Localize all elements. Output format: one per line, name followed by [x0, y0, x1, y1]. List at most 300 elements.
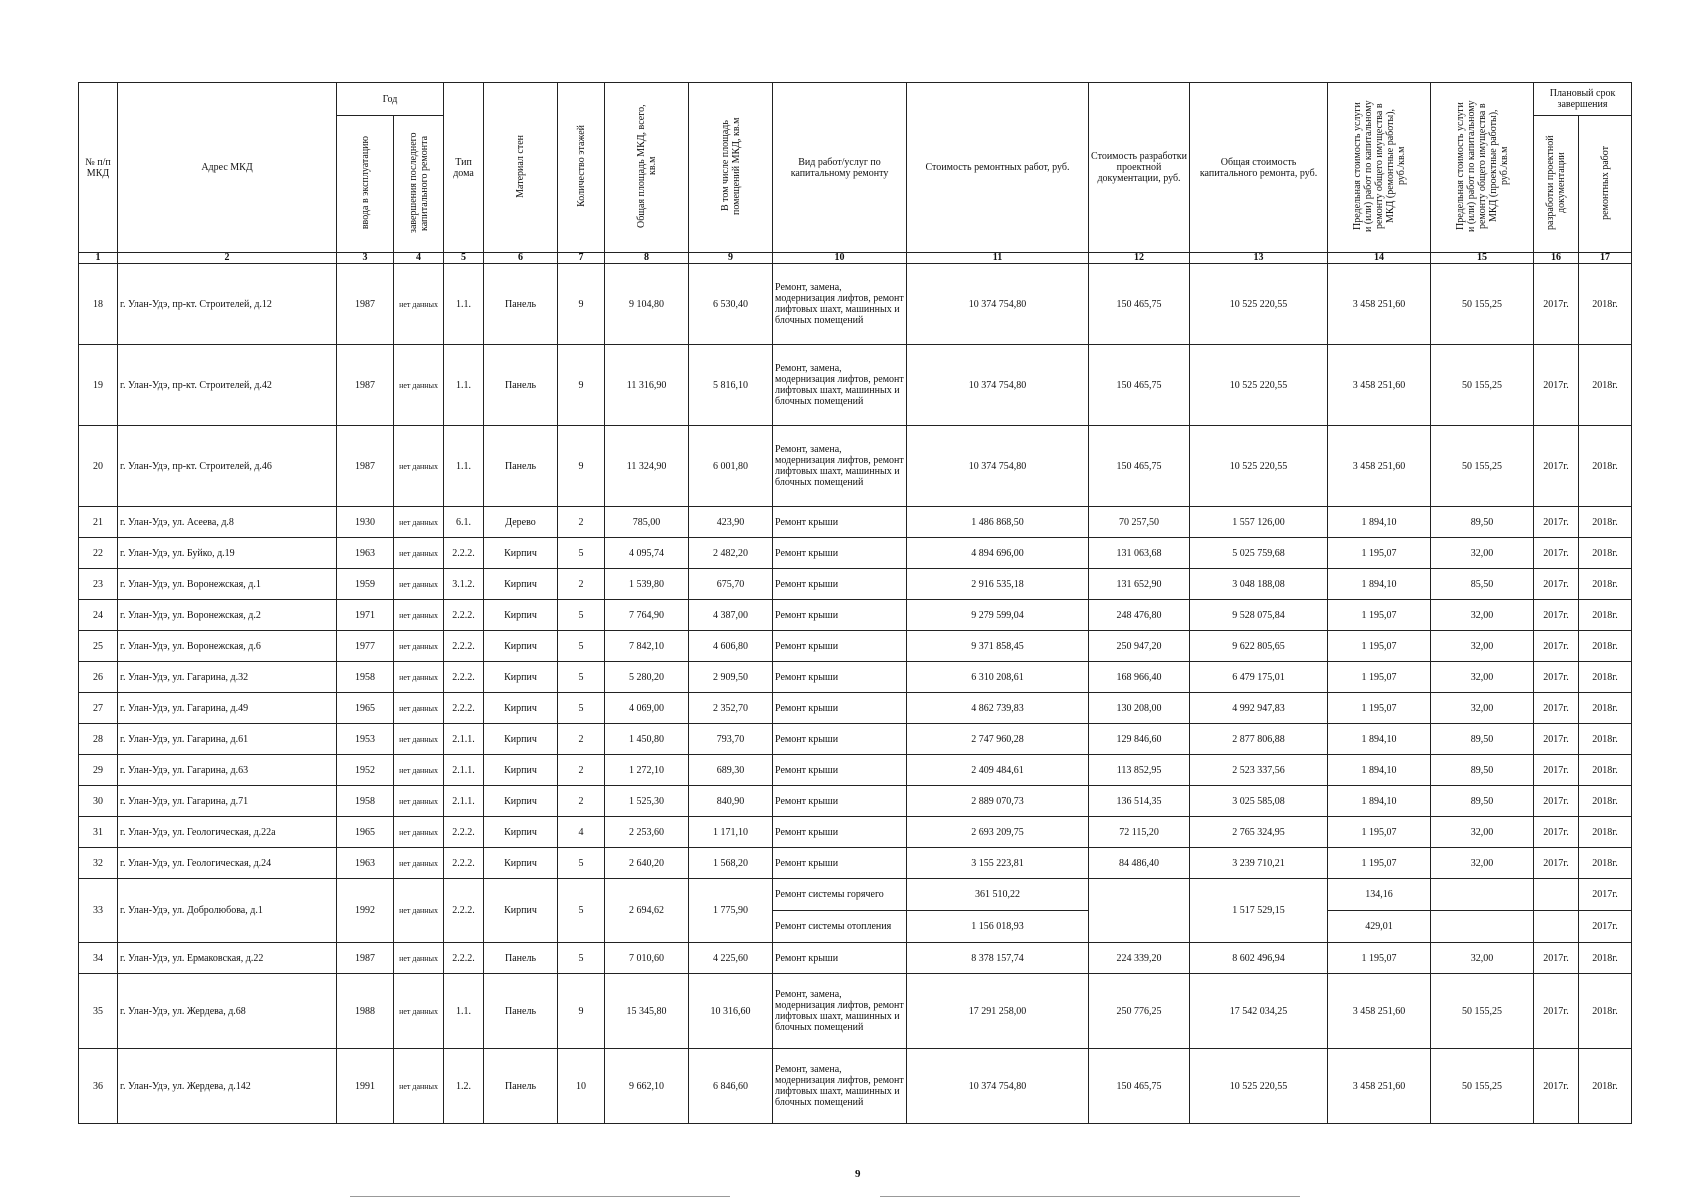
col-number: 9: [689, 253, 773, 264]
term-design-cell: 2017г.: [1534, 569, 1579, 600]
total-area-cell: 1 450,80: [605, 724, 689, 755]
col-number: 1: [79, 253, 118, 264]
house-type-cell: 1.1.: [444, 264, 484, 345]
total-cost-cell: 9 528 075,84: [1190, 600, 1328, 631]
premises-area-cell: 6 001,80: [689, 426, 773, 507]
year-commission-cell: 1987: [337, 264, 394, 345]
limit-repair-cell: 1 195,07: [1328, 848, 1431, 879]
house-type-cell: 2.2.2.: [444, 943, 484, 974]
repair-cost-cell: 2 409 484,61: [907, 755, 1089, 786]
limit-design-cell: 32,00: [1431, 943, 1534, 974]
design-cost-cell: [1089, 879, 1190, 943]
total-cost-cell: 6 479 175,01: [1190, 662, 1328, 693]
year-commission-cell: 1987: [337, 345, 394, 426]
row-number: 35: [79, 974, 118, 1049]
work-type-cell: Ремонт крыши: [773, 631, 907, 662]
col-number: 11: [907, 253, 1089, 264]
row-number: 30: [79, 786, 118, 817]
table-row: [79, 569, 1632, 600]
row-number: 28: [79, 724, 118, 755]
term-design-cell: 2017г.: [1534, 1049, 1579, 1124]
year-repair-cell: нет данных: [394, 974, 444, 1049]
wall-material-cell: Кирпич: [484, 724, 558, 755]
year-commission-cell: 1987: [337, 426, 394, 507]
limit-repair-cell: 1 195,07: [1328, 631, 1431, 662]
wall-material-cell: Кирпич: [484, 662, 558, 693]
term-repair-cell: 2018г.: [1579, 662, 1632, 693]
total-area-cell: 1 525,30: [605, 786, 689, 817]
table-row: [79, 507, 1632, 538]
premises-area-cell: 689,30: [689, 755, 773, 786]
wall-material-cell: Кирпич: [484, 848, 558, 879]
total-cost-cell: 3 239 710,21: [1190, 848, 1328, 879]
header-repair-cost: Стоимость ремонтных работ, руб.: [907, 83, 1089, 253]
work-type-cell: Ремонт крыши: [773, 755, 907, 786]
term-repair-cell: 2018г.: [1579, 786, 1632, 817]
limit-design-cell: 89,50: [1431, 724, 1534, 755]
term-design-cell: 2017г.: [1534, 786, 1579, 817]
premises-area-cell: 793,70: [689, 724, 773, 755]
repair-cost-cell: 1 156 018,93: [907, 911, 1089, 943]
repair-program-table: [78, 82, 1632, 1124]
design-cost-cell: 250 947,20: [1089, 631, 1190, 662]
table-row: [79, 943, 1632, 974]
year-repair-cell: нет данных: [394, 345, 444, 426]
year-repair-cell: нет данных: [394, 507, 444, 538]
limit-repair-cell: 1 894,10: [1328, 724, 1431, 755]
floors-cell: 2: [558, 755, 605, 786]
col-number: 4: [394, 253, 444, 264]
year-repair-cell: нет данных: [394, 817, 444, 848]
design-cost-cell: 250 776,25: [1089, 974, 1190, 1049]
house-type-cell: 1.1.: [444, 974, 484, 1049]
row-number: 34: [79, 943, 118, 974]
house-type-cell: 2.2.2.: [444, 848, 484, 879]
premises-area-cell: 5 816,10: [689, 345, 773, 426]
table-header: [79, 83, 1632, 264]
total-cost-cell: 5 025 759,68: [1190, 538, 1328, 569]
total-cost-cell: 1 557 126,00: [1190, 507, 1328, 538]
year-commission-cell: 1958: [337, 786, 394, 817]
total-area-cell: 1 272,10: [605, 755, 689, 786]
floors-cell: 2: [558, 569, 605, 600]
wall-material-cell: Кирпич: [484, 879, 558, 943]
wall-material-cell: Кирпич: [484, 631, 558, 662]
address-cell: г. Улан-Удэ, ул. Воронежская, д.6: [118, 631, 337, 662]
design-cost-cell: 168 966,40: [1089, 662, 1190, 693]
address-cell: г. Улан-Удэ, ул. Добролюбова, д.1: [118, 879, 337, 943]
premises-area-cell: 1 171,10: [689, 817, 773, 848]
limit-design-cell: 89,50: [1431, 786, 1534, 817]
col-number: 3: [337, 253, 394, 264]
design-cost-cell: 150 465,75: [1089, 426, 1190, 507]
term-repair-cell: 2018г.: [1579, 1049, 1632, 1124]
year-repair-cell: нет данных: [394, 879, 444, 943]
footer-rule: [350, 1196, 730, 1197]
work-type-cell: Ремонт, замена, модернизация лифтов, ремонт лифтовых шахт, машинных и блочных помещений: [773, 974, 907, 1049]
page-number: 9: [855, 1168, 861, 1180]
limit-repair-cell: 1 195,07: [1328, 600, 1431, 631]
year-repair-cell: нет данных: [394, 264, 444, 345]
term-design-cell: 2017г.: [1534, 345, 1579, 426]
term-design-cell: 2017г.: [1534, 817, 1579, 848]
term-repair-cell: 2018г.: [1579, 426, 1632, 507]
design-cost-cell: 136 514,35: [1089, 786, 1190, 817]
year-commission-cell: 1952: [337, 755, 394, 786]
header-limit-design: Предельная стоимость услуги и (или) работ по капитальному ремонту общего имущества в МКД (проектные работы), руб./кв.м: [1431, 83, 1534, 253]
col-number: 2: [118, 253, 337, 264]
total-area-cell: 5 280,20: [605, 662, 689, 693]
term-design-cell: 2017г.: [1534, 848, 1579, 879]
header-limit-repair: Предельная стоимость услуги и (или) работ по капитальному ремонту общего имущества в МКД (ремонтные работы), руб./кв.м: [1328, 83, 1431, 253]
header-house-type: Тип дома: [444, 83, 484, 253]
premises-area-cell: 4 387,00: [689, 600, 773, 631]
floors-cell: 2: [558, 724, 605, 755]
total-cost-cell: 2 765 324,95: [1190, 817, 1328, 848]
year-repair-cell: нет данных: [394, 569, 444, 600]
limit-repair-cell: 1 195,07: [1328, 662, 1431, 693]
year-commission-cell: 1971: [337, 600, 394, 631]
house-type-cell: 1.1.: [444, 426, 484, 507]
address-cell: г. Улан-Удэ, ул. Геологическая, д.22а: [118, 817, 337, 848]
year-commission-cell: 1988: [337, 974, 394, 1049]
work-type-cell: Ремонт крыши: [773, 600, 907, 631]
premises-area-cell: 1 568,20: [689, 848, 773, 879]
repair-cost-cell: 2 916 535,18: [907, 569, 1089, 600]
work-type-cell: Ремонт крыши: [773, 943, 907, 974]
wall-material-cell: Панель: [484, 264, 558, 345]
year-repair-cell: нет данных: [394, 848, 444, 879]
limit-design-cell: 50 155,25: [1431, 345, 1534, 426]
limit-repair-cell: 1 195,07: [1328, 943, 1431, 974]
row-number: 36: [79, 1049, 118, 1124]
limit-repair-cell: 1 894,10: [1328, 569, 1431, 600]
header-year-commission: ввода в эксплуатацию: [337, 116, 394, 253]
total-area-cell: 11 324,90: [605, 426, 689, 507]
house-type-cell: 2.1.1.: [444, 786, 484, 817]
header-address: Адрес МКД: [118, 83, 337, 253]
work-type-cell: Ремонт крыши: [773, 662, 907, 693]
house-type-cell: 2.2.2.: [444, 631, 484, 662]
term-design-cell: 2017г.: [1534, 974, 1579, 1049]
limit-design-cell: 32,00: [1431, 538, 1534, 569]
term-repair-cell: 2018г.: [1579, 600, 1632, 631]
work-type-cell: Ремонт, замена, модернизация лифтов, ремонт лифтовых шахт, машинных и блочных помещений: [773, 264, 907, 345]
col-number: 17: [1579, 253, 1632, 264]
column-numbers-row: [79, 253, 1632, 264]
repair-cost-cell: 10 374 754,80: [907, 264, 1089, 345]
wall-material-cell: Кирпич: [484, 538, 558, 569]
design-cost-cell: 72 115,20: [1089, 817, 1190, 848]
limit-design-cell: 89,50: [1431, 507, 1534, 538]
address-cell: г. Улан-Удэ, ул. Гагарина, д.61: [118, 724, 337, 755]
col-number: 7: [558, 253, 605, 264]
total-cost-cell: 17 542 034,25: [1190, 974, 1328, 1049]
table-row: [79, 1049, 1632, 1124]
address-cell: г. Улан-Удэ, ул. Жердева, д.68: [118, 974, 337, 1049]
premises-area-cell: 2 352,70: [689, 693, 773, 724]
year-commission-cell: 1930: [337, 507, 394, 538]
year-commission-cell: 1965: [337, 693, 394, 724]
table-row: [79, 662, 1632, 693]
limit-design-cell: 50 155,25: [1431, 1049, 1534, 1124]
total-area-cell: 4 069,00: [605, 693, 689, 724]
design-cost-cell: 70 257,50: [1089, 507, 1190, 538]
table-row: [79, 264, 1632, 345]
limit-design-cell: 85,50: [1431, 569, 1534, 600]
house-type-cell: 2.2.2.: [444, 538, 484, 569]
address-cell: г. Улан-Удэ, ул. Гагарина, д.49: [118, 693, 337, 724]
limit-repair-cell: 3 458 251,60: [1328, 264, 1431, 345]
design-cost-cell: 150 465,75: [1089, 1049, 1190, 1124]
term-repair-cell: 2018г.: [1579, 724, 1632, 755]
premises-area-cell: 6 530,40: [689, 264, 773, 345]
header-wall-material: Материал стен: [484, 83, 558, 253]
wall-material-cell: Панель: [484, 1049, 558, 1124]
col-number: 16: [1534, 253, 1579, 264]
wall-material-cell: Панель: [484, 974, 558, 1049]
total-area-cell: 15 345,80: [605, 974, 689, 1049]
floors-cell: 5: [558, 848, 605, 879]
header-total-cost: Общая стоимость капитального ремонта, руб.: [1190, 83, 1328, 253]
term-design-cell: 2017г.: [1534, 631, 1579, 662]
address-cell: г. Улан-Удэ, ул. Ермаковская, д.22: [118, 943, 337, 974]
limit-repair-cell: 1 894,10: [1328, 507, 1431, 538]
term-repair-cell: 2018г.: [1579, 631, 1632, 662]
limit-repair-cell: 3 458 251,60: [1328, 345, 1431, 426]
work-type-cell: Ремонт крыши: [773, 538, 907, 569]
floors-cell: 4: [558, 817, 605, 848]
table-row: [79, 426, 1632, 507]
address-cell: г. Улан-Удэ, ул. Воронежская, д.1: [118, 569, 337, 600]
year-repair-cell: нет данных: [394, 538, 444, 569]
premises-area-cell: 840,90: [689, 786, 773, 817]
limit-repair-cell: 1 894,10: [1328, 755, 1431, 786]
total-area-cell: 9 104,80: [605, 264, 689, 345]
year-commission-cell: 1977: [337, 631, 394, 662]
term-repair-cell: 2017г.: [1579, 879, 1632, 911]
work-type-cell: Ремонт крыши: [773, 786, 907, 817]
term-design-cell: 2017г.: [1534, 943, 1579, 974]
header-premises-area: В том числе площадь помещений МКД, кв.м: [689, 83, 773, 253]
wall-material-cell: Кирпич: [484, 693, 558, 724]
premises-area-cell: 675,70: [689, 569, 773, 600]
limit-design-cell: [1431, 911, 1534, 943]
address-cell: г. Улан-Удэ, пр-кт. Строителей, д.46: [118, 426, 337, 507]
address-cell: г. Улан-Удэ, ул. Воронежская, д.2: [118, 600, 337, 631]
table-row: [79, 879, 1632, 911]
wall-material-cell: Кирпич: [484, 600, 558, 631]
term-design-cell: [1534, 879, 1579, 911]
header-year-group: Год: [337, 83, 444, 116]
limit-repair-cell: 1 894,10: [1328, 786, 1431, 817]
col-number: 5: [444, 253, 484, 264]
total-area-cell: 785,00: [605, 507, 689, 538]
table-row: [79, 755, 1632, 786]
limit-design-cell: 89,50: [1431, 755, 1534, 786]
house-type-cell: 1.1.: [444, 345, 484, 426]
floors-cell: 9: [558, 345, 605, 426]
term-repair-cell: 2018г.: [1579, 538, 1632, 569]
limit-design-cell: 32,00: [1431, 848, 1534, 879]
total-area-cell: 9 662,10: [605, 1049, 689, 1124]
year-repair-cell: нет данных: [394, 943, 444, 974]
work-type-cell: Ремонт крыши: [773, 507, 907, 538]
term-design-cell: 2017г.: [1534, 724, 1579, 755]
limit-design-cell: [1431, 879, 1534, 911]
table-row: [79, 631, 1632, 662]
house-type-cell: 2.2.2.: [444, 600, 484, 631]
header-work-type: Вид работ/услуг по капитальному ремонту: [773, 83, 907, 253]
term-repair-cell: 2018г.: [1579, 507, 1632, 538]
wall-material-cell: Дерево: [484, 507, 558, 538]
total-cost-cell: 10 525 220,55: [1190, 345, 1328, 426]
total-area-cell: 11 316,90: [605, 345, 689, 426]
term-design-cell: 2017г.: [1534, 538, 1579, 569]
floors-cell: 9: [558, 426, 605, 507]
term-repair-cell: 2018г.: [1579, 264, 1632, 345]
work-type-cell: Ремонт, замена, модернизация лифтов, ремонт лифтовых шахт, машинных и блочных помещений: [773, 1049, 907, 1124]
house-type-cell: 2.2.2.: [444, 662, 484, 693]
floors-cell: 5: [558, 879, 605, 943]
repair-cost-cell: 10 374 754,80: [907, 1049, 1089, 1124]
wall-material-cell: Кирпич: [484, 817, 558, 848]
address-cell: г. Улан-Удэ, ул. Гагарина, д.63: [118, 755, 337, 786]
design-cost-cell: 224 339,20: [1089, 943, 1190, 974]
wall-material-cell: Панель: [484, 426, 558, 507]
table-row: [79, 538, 1632, 569]
repair-cost-cell: 9 371 858,45: [907, 631, 1089, 662]
col-number: 6: [484, 253, 558, 264]
limit-repair-cell: 1 195,07: [1328, 817, 1431, 848]
term-design-cell: 2017г.: [1534, 600, 1579, 631]
repair-cost-cell: 2 747 960,28: [907, 724, 1089, 755]
term-design-cell: 2017г.: [1534, 693, 1579, 724]
term-design-cell: 2017г.: [1534, 507, 1579, 538]
work-type-cell: Ремонт системы горячего: [773, 879, 907, 911]
header-term-group: Плановый срок завершения: [1534, 83, 1632, 116]
work-type-cell: Ремонт системы отопления: [773, 911, 907, 943]
address-cell: г. Улан-Удэ, пр-кт. Строителей, д.42: [118, 345, 337, 426]
row-number: 32: [79, 848, 118, 879]
wall-material-cell: Панель: [484, 345, 558, 426]
row-number: 18: [79, 264, 118, 345]
total-cost-cell: 3 025 585,08: [1190, 786, 1328, 817]
design-cost-cell: 129 846,60: [1089, 724, 1190, 755]
address-cell: г. Улан-Удэ, ул. Асеева, д.8: [118, 507, 337, 538]
limit-design-cell: 32,00: [1431, 662, 1534, 693]
year-commission-cell: 1987: [337, 943, 394, 974]
floors-cell: 5: [558, 600, 605, 631]
table-body: [79, 264, 1632, 1124]
row-number: 31: [79, 817, 118, 848]
total-area-cell: 7 842,10: [605, 631, 689, 662]
design-cost-cell: 84 486,40: [1089, 848, 1190, 879]
term-design-cell: 2017г.: [1534, 662, 1579, 693]
work-type-cell: Ремонт, замена, модернизация лифтов, ремонт лифтовых шахт, машинных и блочных помещений: [773, 345, 907, 426]
term-repair-cell: 2018г.: [1579, 848, 1632, 879]
total-area-cell: 1 539,80: [605, 569, 689, 600]
col-number: 15: [1431, 253, 1534, 264]
repair-cost-cell: 10 374 754,80: [907, 426, 1089, 507]
limit-repair-cell: 1 195,07: [1328, 693, 1431, 724]
header-term-design: разработки проектной документации: [1534, 116, 1579, 253]
work-type-cell: Ремонт крыши: [773, 693, 907, 724]
design-cost-cell: 113 852,95: [1089, 755, 1190, 786]
year-repair-cell: нет данных: [394, 631, 444, 662]
year-repair-cell: нет данных: [394, 426, 444, 507]
table-row: [79, 600, 1632, 631]
repair-cost-cell: 4 894 696,00: [907, 538, 1089, 569]
term-repair-cell: 2018г.: [1579, 345, 1632, 426]
total-cost-cell: 10 525 220,55: [1190, 1049, 1328, 1124]
year-repair-cell: нет данных: [394, 786, 444, 817]
year-repair-cell: нет данных: [394, 724, 444, 755]
term-design-cell: 2017г.: [1534, 426, 1579, 507]
premises-area-cell: 4 606,80: [689, 631, 773, 662]
row-number: 26: [79, 662, 118, 693]
term-repair-cell: 2017г.: [1579, 911, 1632, 943]
repair-cost-cell: 17 291 258,00: [907, 974, 1089, 1049]
floors-cell: 5: [558, 662, 605, 693]
limit-design-cell: 32,00: [1431, 693, 1534, 724]
house-type-cell: 2.2.2.: [444, 817, 484, 848]
header-total-area: Общая площадь МКД, всего, кв.м: [605, 83, 689, 253]
col-number: 10: [773, 253, 907, 264]
term-repair-cell: 2018г.: [1579, 943, 1632, 974]
work-type-cell: Ремонт, замена, модернизация лифтов, ремонт лифтовых шахт, машинных и блочных помещений: [773, 426, 907, 507]
repair-cost-cell: 10 374 754,80: [907, 345, 1089, 426]
limit-design-cell: 50 155,25: [1431, 974, 1534, 1049]
repair-cost-cell: 2 693 209,75: [907, 817, 1089, 848]
house-type-cell: 1.2.: [444, 1049, 484, 1124]
design-cost-cell: 131 063,68: [1089, 538, 1190, 569]
table-row: [79, 724, 1632, 755]
total-area-cell: 7 764,90: [605, 600, 689, 631]
limit-repair-cell: 429,01: [1328, 911, 1431, 943]
address-cell: г. Улан-Удэ, пр-кт. Строителей, д.12: [118, 264, 337, 345]
address-cell: г. Улан-Удэ, ул. Гагарина, д.32: [118, 662, 337, 693]
house-type-cell: 2.1.1.: [444, 755, 484, 786]
repair-cost-cell: 8 378 157,74: [907, 943, 1089, 974]
work-type-cell: Ремонт крыши: [773, 569, 907, 600]
row-number: 21: [79, 507, 118, 538]
address-cell: г. Улан-Удэ, ул. Геологическая, д.24: [118, 848, 337, 879]
year-repair-cell: нет данных: [394, 662, 444, 693]
term-repair-cell: 2018г.: [1579, 755, 1632, 786]
premises-area-cell: 2 482,20: [689, 538, 773, 569]
total-cost-cell: 2 523 337,56: [1190, 755, 1328, 786]
term-repair-cell: 2018г.: [1579, 693, 1632, 724]
year-commission-cell: 1963: [337, 848, 394, 879]
wall-material-cell: Кирпич: [484, 755, 558, 786]
table-row: [79, 817, 1632, 848]
repair-cost-cell: 9 279 599,04: [907, 600, 1089, 631]
row-number: 22: [79, 538, 118, 569]
limit-design-cell: 32,00: [1431, 817, 1534, 848]
col-number: 13: [1190, 253, 1328, 264]
repair-cost-cell: 6 310 208,61: [907, 662, 1089, 693]
repair-cost-cell: 4 862 739,83: [907, 693, 1089, 724]
wall-material-cell: Кирпич: [484, 569, 558, 600]
term-design-cell: [1534, 911, 1579, 943]
row-number: 23: [79, 569, 118, 600]
house-type-cell: 3.1.2.: [444, 569, 484, 600]
premises-area-cell: 423,90: [689, 507, 773, 538]
term-repair-cell: 2018г.: [1579, 817, 1632, 848]
year-commission-cell: 1992: [337, 879, 394, 943]
term-design-cell: 2017г.: [1534, 264, 1579, 345]
